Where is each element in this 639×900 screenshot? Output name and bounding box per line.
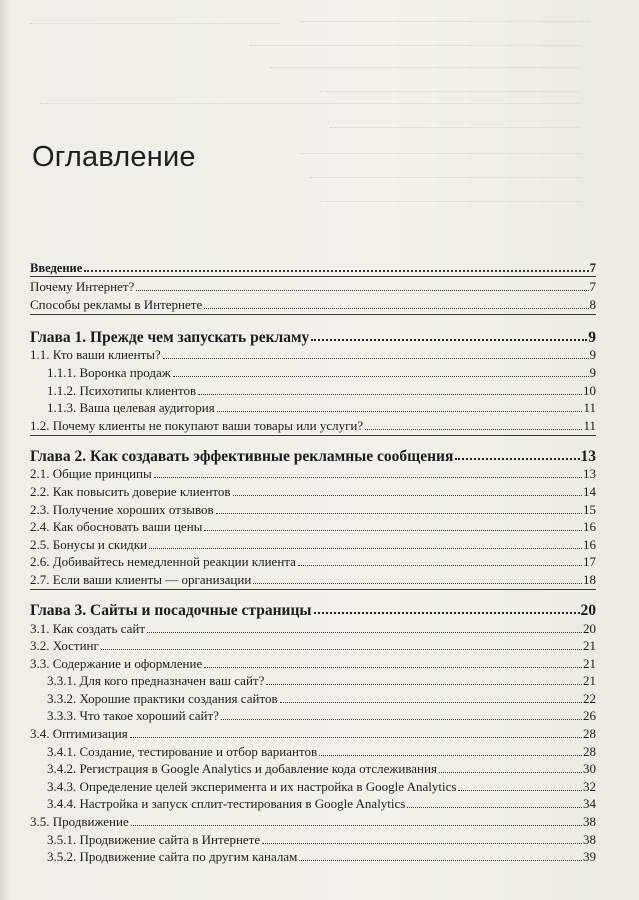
dot-leader [266, 684, 582, 685]
dot-leader [221, 719, 582, 720]
toc-entry [30, 535, 596, 553]
toc-page-number: 38 [583, 814, 596, 830]
dot-leader [173, 376, 589, 377]
toc-chapter [30, 326, 596, 346]
toc-page-number: 28 [583, 743, 596, 759]
toc-entry-title: 2.5. Бонусы и скидки [30, 536, 148, 552]
toc-page-number: 11 [583, 400, 596, 416]
toc-page-number: 34 [583, 796, 596, 812]
toc-entry [30, 777, 596, 795]
toc-entry-title: 2.3. Получение хороших отзывов [30, 501, 214, 517]
toc-page-number: 21 [583, 673, 596, 689]
toc-entry-title: 3.4.3. Определение целей эксперимента и их настройка в Google Analytics [47, 778, 457, 794]
toc-entry-title: Почему Интернет? [30, 279, 135, 295]
dot-leader [204, 667, 582, 668]
toc-page-number: 16 [583, 519, 596, 535]
toc-entry [30, 518, 596, 536]
toc-entry [30, 346, 596, 364]
page-title: Оглавление [32, 141, 196, 173]
toc-entry [30, 830, 596, 848]
toc-entry [30, 812, 596, 830]
dot-leader [439, 772, 582, 773]
toc-page-number: 7 [589, 260, 596, 275]
toc-entry-title: 2.4. Как обосновать ваши цены [30, 519, 203, 535]
toc-entry [30, 654, 596, 672]
toc-entry-title: 2.2. Как повысить доверие клиентов [30, 483, 231, 499]
toc-entry [30, 295, 596, 313]
toc-entry-title: 3.3. Содержание и оформление [30, 655, 203, 671]
toc-page-number: 9 [588, 328, 596, 346]
toc-entry-title: Глава 1. Прежде чем запускать рекламу [30, 328, 310, 346]
toc-entry-title: 3.5.1. Продвижение сайта в Интернете [47, 831, 261, 847]
toc-intro [30, 258, 596, 276]
toc-page-number: 14 [583, 483, 596, 499]
toc-entry-title: 3.4.4. Настройка и запуск сплит-тестирования в Google Analytics [47, 796, 406, 812]
toc-page-number: 39 [583, 849, 596, 865]
bleed-through-text [0, 0, 639, 220]
toc-entry-title: Способы рекламы в Интернете [30, 296, 203, 312]
toc-page-number: 9 [589, 364, 596, 380]
toc-page-number: 13 [583, 466, 596, 482]
toc-chapter [30, 599, 596, 619]
toc-page-number: 26 [583, 708, 596, 724]
toc-entry [30, 399, 596, 417]
toc-entry [30, 482, 596, 500]
intro-underline [30, 276, 596, 277]
toc-page-number: 28 [583, 726, 596, 742]
toc-entry [30, 848, 596, 866]
toc-entry-title: 3.4. Оптимизация [30, 726, 128, 742]
toc-entry-title: 1.1.3. Ваша целевая аудитория [47, 400, 215, 416]
toc-page-number: 22 [583, 690, 596, 706]
toc-chapter [30, 445, 596, 465]
toc-entry [30, 795, 596, 813]
toc-page-number: 10 [583, 382, 596, 398]
toc-page-number: 21 [583, 638, 596, 654]
toc-entry-title: Глава 3. Сайты и посадочные страницы [30, 601, 312, 619]
toc-page-number: 18 [583, 571, 596, 587]
toc-entry-title: 3.5. Продвижение [30, 814, 129, 830]
toc-entry-title: 1.2. Почему клиенты не покупают ваши товары или услуги? [30, 417, 364, 433]
toc-entry [30, 672, 596, 690]
toc-page-number: 11 [583, 417, 596, 433]
dot-leader [101, 649, 582, 650]
dot-leader [84, 270, 588, 272]
toc-entry-title: 3.1. Как создать сайт [30, 620, 146, 636]
dot-leader [163, 358, 589, 359]
toc-entry-title: Глава 2. Как создавать эффективные рекламные сообщения [30, 447, 454, 465]
dot-leader [154, 477, 582, 478]
toc-page-number: 7 [589, 279, 596, 295]
toc-page-number: 30 [583, 761, 596, 777]
dot-leader [458, 790, 582, 791]
toc-entry-title: 1.1.1. Воронка продаж [47, 364, 171, 380]
toc-entry [30, 619, 596, 637]
dot-leader [204, 530, 582, 531]
chapter-divider [30, 435, 596, 436]
table-of-contents [30, 258, 596, 865]
toc-entry-title: 3.3.2. Хорошие практики создания сайтов [47, 690, 278, 706]
toc-entry [30, 724, 596, 742]
toc-entry-title: 3.4.1. Создание, тестирование и отбор вариантов [47, 743, 318, 759]
toc-page-number: 15 [583, 501, 596, 517]
toc-entry-title: Введение [30, 260, 83, 275]
dot-leader [299, 860, 582, 861]
toc-page-number: 13 [580, 447, 596, 465]
toc-page-number: 20 [583, 620, 596, 636]
toc-entry-title: 3.5.2. Продвижение сайта по другим каналам [47, 849, 298, 865]
dot-leader [130, 737, 582, 738]
toc-entry [30, 570, 596, 588]
toc-page-number: 16 [583, 536, 596, 552]
dot-leader [407, 807, 582, 808]
dot-leader [262, 843, 582, 844]
dot-leader [311, 339, 587, 341]
toc-entry [30, 363, 596, 381]
dot-leader [131, 825, 582, 826]
toc-entry-title: 2.7. Если ваши клиенты — организации [30, 571, 252, 587]
toc-entry [30, 637, 596, 655]
dot-leader [319, 755, 582, 756]
chapter-divider [30, 589, 596, 590]
dot-leader [147, 632, 582, 633]
toc-entry [30, 742, 596, 760]
toc-entry-title: 2.1. Общие принципы [30, 466, 152, 482]
toc-entry [30, 553, 596, 571]
dot-leader [136, 290, 588, 291]
toc-page-number: 21 [583, 655, 596, 671]
toc-page-number: 17 [583, 554, 596, 570]
dot-leader [216, 513, 582, 514]
toc-entry [30, 689, 596, 707]
dot-leader [314, 612, 580, 614]
toc-entry [30, 500, 596, 518]
dot-leader [149, 548, 582, 549]
toc-page-number: 8 [589, 296, 596, 312]
toc-entry-title: 1.1.2. Психотипы клиентов [47, 382, 197, 398]
dot-leader [298, 565, 582, 566]
dot-leader [280, 702, 582, 703]
dot-leader [365, 429, 582, 430]
toc-entry-title: 3.4.2. Регистрация в Google Analytics и добавление кода отслеживания [47, 761, 437, 777]
toc-entry [30, 760, 596, 778]
dot-leader [198, 394, 582, 395]
toc-entry [30, 465, 596, 483]
toc-page-number: 38 [583, 831, 596, 847]
toc-page-number: 9 [589, 347, 596, 363]
toc-entry [30, 707, 596, 725]
dot-leader [253, 583, 582, 584]
chapter-divider [30, 314, 596, 315]
toc-page-number: 32 [583, 778, 596, 794]
toc-entry-title: 3.2. Хостинг [30, 638, 99, 654]
toc-page-number: 20 [580, 601, 596, 619]
toc-entry [30, 416, 596, 434]
dot-leader [217, 411, 583, 412]
toc-entry-title: 3.3.3. Что такое хороший сайт? [47, 708, 219, 724]
dot-leader [204, 308, 588, 309]
toc-entry [30, 278, 596, 296]
toc-entry [30, 381, 596, 399]
dot-leader [233, 495, 582, 496]
toc-entry-title: 2.6. Добивайтесь немедленной реакции клиента [30, 554, 296, 570]
toc-entry-title: 1.1. Кто ваши клиенты? [30, 347, 161, 363]
toc-entry-title: 3.3.1. Для кого предназначен ваш сайт? [47, 673, 265, 689]
dot-leader [455, 458, 579, 460]
